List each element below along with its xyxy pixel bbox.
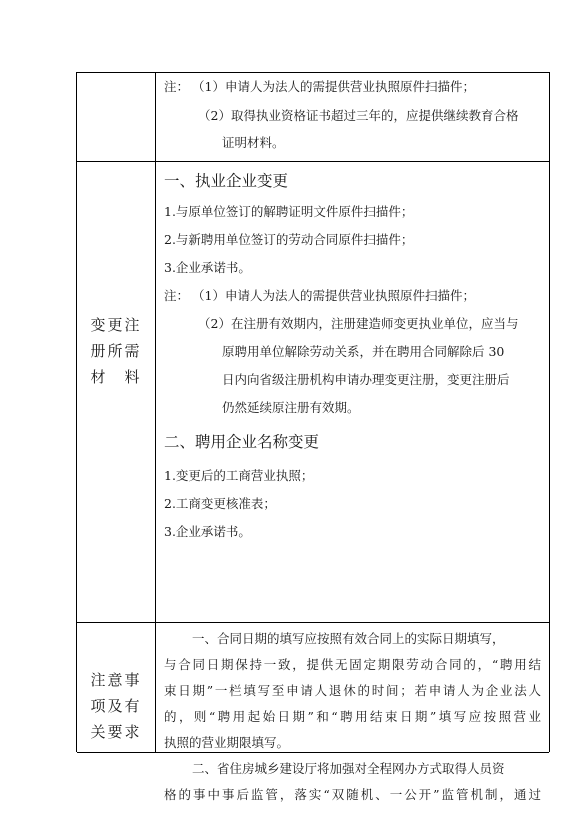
note-item-2-line-1: （2）取得执业资格证书超过三年的，应提供继续教育合格 — [198, 108, 519, 123]
notes-continued-cell — [164, 73, 541, 161]
row-label-notes-requirements — [77, 667, 155, 745]
list-item: 1.与原单位签订的解聘证明文件原件扫描件； — [164, 204, 414, 219]
list-item: 2.工商变更核准表； — [164, 496, 276, 511]
paragraph-line: 二、省住房城乡建设厅将加强对全程网办方式取得人员资 — [192, 761, 505, 776]
row-label-change-materials — [77, 312, 155, 390]
row-label-line: 材 料 — [90, 368, 142, 386]
note-prefix: 注： — [164, 288, 190, 303]
note-prefix: 注： — [164, 79, 190, 94]
paragraph-line: 束日期”一栏填写至申请人退休的时间；若申请人为企业法人 — [164, 683, 541, 698]
notes-requirements-cell — [164, 623, 541, 802]
note-item-1: （1）申请人为法人的需提供营业执照原件扫描件； — [192, 288, 475, 303]
note-item-2-line-1: （2）在注册有效期内，注册建造师变更执业单位，应当与 — [198, 316, 519, 331]
section-heading-employer-change: 一、执业企业变更 — [164, 172, 289, 190]
row-label-line: 册所需 — [90, 342, 142, 360]
requirements-table — [76, 72, 550, 802]
paragraph-line: 格的事中事后监管，落实“双随机、一公开”监管机制，通过 — [164, 787, 541, 802]
paragraph-line: 一、合同日期的填写应按照有效合同上的实际日期填写， — [192, 631, 505, 646]
list-item: 2.与新聘用单位签订的劳动合同原件扫描件； — [164, 232, 414, 247]
note-item-2-line-2: 证明材料。 — [222, 135, 285, 150]
row-label-line: 变更注 — [90, 316, 142, 334]
section-heading-employer-name-change: 二、聘用企业名称变更 — [164, 433, 320, 451]
list-item: 1.变更后的工商营业执照； — [164, 468, 314, 483]
paragraph-line: 与合同日期保持一致，提供无固定期限劳动合同的，“聘用结 — [164, 657, 541, 672]
note-item-2-line-3: 日内向省级注册机构申请办理变更注册，变更注册后 — [222, 372, 510, 387]
column-divider — [155, 623, 156, 752]
row-label-line: 注意事 — [90, 671, 142, 689]
note-item-2-line-2: 原聘用单位解除劳动关系，并在聘用合同解除后 30 — [222, 344, 505, 359]
table-row-change-materials — [77, 161, 549, 622]
column-divider — [155, 162, 156, 622]
column-divider — [155, 73, 156, 161]
note-item-1: （1）申请人为法人的需提供营业执照原件扫描件； — [192, 79, 475, 94]
paragraph-line: 执照的营业期限填写。 — [164, 735, 290, 750]
row-label-line: 项及有 — [90, 697, 142, 715]
table-row-notes-continued — [77, 73, 549, 161]
row-label-line: 关要求 — [90, 723, 142, 741]
table-row-notes-requirements — [77, 622, 549, 802]
paragraph-line: 的，则“聘用起始日期”和“聘用结束日期”填写应按照营业 — [164, 709, 541, 724]
list-item: 3.企业承诺书。 — [164, 260, 251, 275]
note-item-2-line-4: 仍然延续原注册有效期。 — [222, 400, 360, 415]
list-item: 3.企业承诺书。 — [164, 524, 251, 539]
change-materials-cell — [164, 162, 541, 623]
